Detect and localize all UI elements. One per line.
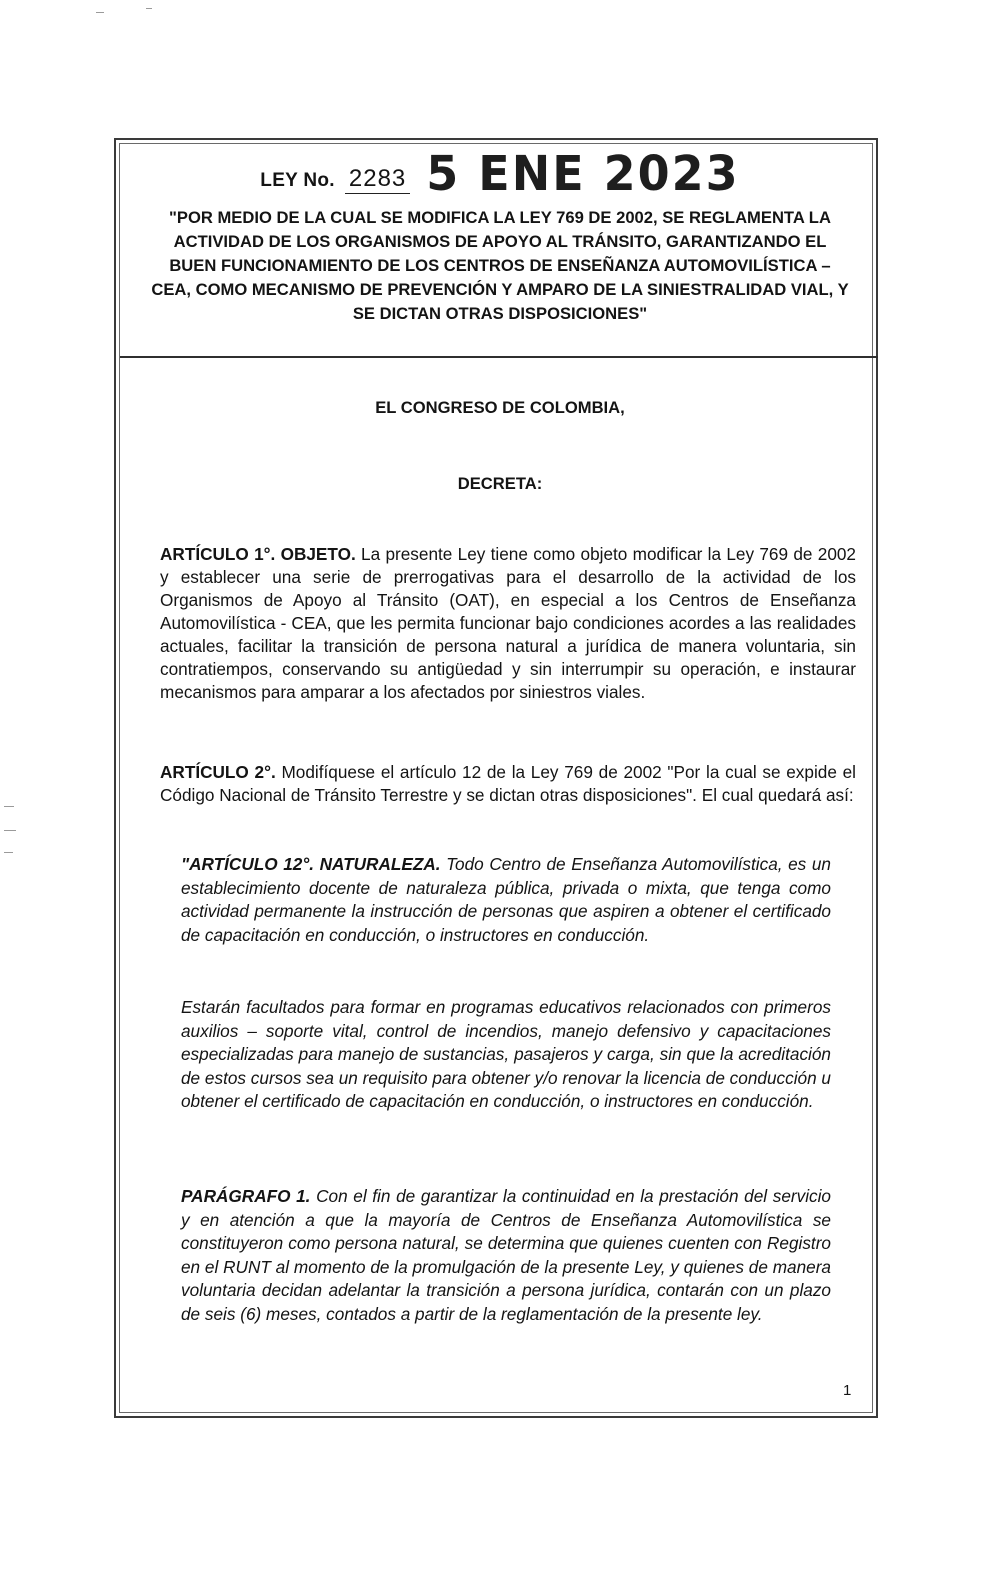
quoted-paragraph-text: Estarán facultados para formar en programas educativos relacionados con primeros auxilios – soporte vital, control de incendios, manejo defensivo y capacitaciones especializadas para manejo de sustancias, pasajeros y carga, sin que la acreditación de estos cursos sea un requisito para obtener y/o renovar la licencia de conducción u obtener el certificado de capacitación en conducción, o instructores en conducción. [181, 997, 831, 1111]
scan-artifact [96, 12, 104, 13]
header-divider [120, 356, 878, 358]
date-stamp: 5 ENE 2023 [426, 144, 740, 202]
article-2 [160, 761, 856, 807]
paragrafo-1-text: Con el fin de garantizar la continuidad en la prestación del servicio y en atención a que la mayoría de Centros de Enseñanza Automovilística se constituyeron como persona natural, se determina que quienes cuenten con Registro en el RUNT al momento de la promulgación de la presente Ley, y quienes de manera voluntaria decidan adelantar la transición a persona jurídica, contarán con un plazo de seis (6) meses, contados a partir de la reglamentación de la presente ley. [181, 1186, 831, 1324]
scan-artifact [4, 830, 16, 831]
page-number: 1 [843, 1382, 852, 1399]
article-2-heading: ARTÍCULO 2°. [160, 762, 276, 782]
law-number-line [0, 144, 1000, 202]
quoted-article-12-text: Todo Centro de Enseñanza Automovilística, es un establecimiento docente de naturaleza pública, privada o mixta, que tenga como actividad permanente la instrucción de personas que aspiren a obtener el certificado de capacitación en conducción, o instructores en conducción. [181, 854, 831, 945]
law-title: "POR MEDIO DE LA CUAL SE MODIFICA LA LEY 769 DE 2002, SE REGLAMENTA LA ACTIVIDAD DE LOS ORGANISMOS DE APOYO AL TRÁNSITO, GARANTIZANDO EL BUEN FUNCIONAMIENTO DE LOS CENTROS DE ENSEÑANZA AUTOMOVILÍSTICA – CEA, COMO MECANISMO DE PREVENCIÓN Y AMPARO DE LA SINIESTRALIDAD VIAL, Y SE DICTAN OTRAS DISPOSICIONES" [151, 208, 849, 323]
paragrafo-1-heading: PARÁGRAFO 1. [181, 1186, 311, 1206]
article-2-text: Modifíquese el artículo 12 de la Ley 769 de 2002 "Por la cual se expide el Código Nacional de Tránsito Terrestre y se dictan otras disposiciones". El cual quedará así: [160, 762, 856, 805]
scan-artifact [4, 852, 13, 853]
law-number: 2283 [345, 165, 410, 194]
quoted-paragraph [181, 996, 831, 1114]
scan-artifact [146, 8, 152, 9]
congress-heading: EL CONGRESO DE COLOMBIA, [375, 398, 625, 417]
decreta-heading: DECRETA: [457, 474, 543, 493]
scan-artifact [4, 806, 14, 807]
article-1 [160, 543, 856, 704]
article-1-text: La presente Ley tiene como objeto modificar la Ley 769 de 2002 y establecer una serie de prerrogativas para el desarrollo de la actividad de los Organismos de Apoyo al Tránsito (OAT), en especial a los Centros de Enseñanza Automovilística - CEA, que les permita funcionar bajo condiciones acordes a las realidades actuales, facilitar la transición de persona natural a jurídica de manera voluntaria, sin contratiempos, conservando su antigüedad y sin interrumpir su operación, e instaurar mecanismos para amparar a los afectados por siniestros viales. [160, 544, 856, 702]
article-1-heading: ARTÍCULO 1°. OBJETO. [160, 544, 356, 564]
law-label: LEY No. [260, 170, 335, 191]
paragrafo-1 [181, 1185, 831, 1326]
quoted-article-12-heading: "ARTÍCULO 12°. NATURALEZA. [181, 854, 441, 874]
quoted-article-12 [181, 853, 831, 947]
